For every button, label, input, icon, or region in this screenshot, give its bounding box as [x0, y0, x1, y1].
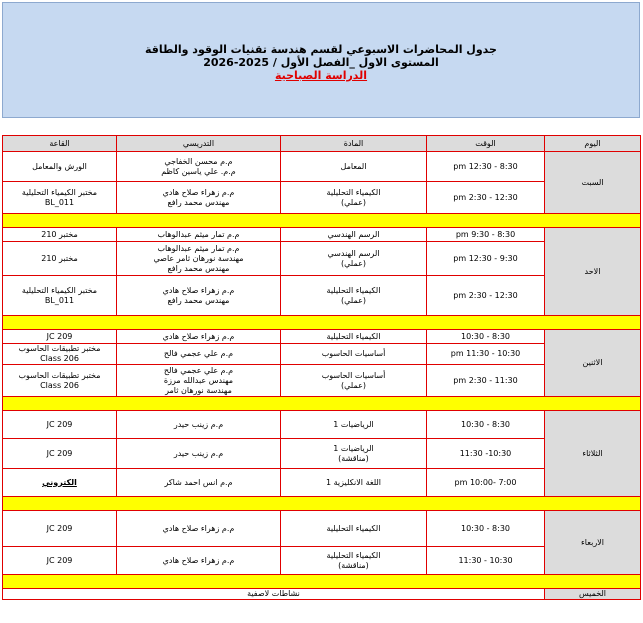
- subject-name: الكيمياء التحليلية: [326, 285, 381, 295]
- time-cell: 8:30 - 10:30: [427, 511, 545, 547]
- header-level: المستوى الاول _الفصل الأول / 2025-2026: [203, 56, 439, 69]
- subject-cell: المعامل: [281, 152, 427, 182]
- table-row: [3, 411, 641, 439]
- subject-type: (مناقشة): [338, 453, 369, 463]
- room-name: مختبر تطبيقات الحاسوب: [18, 370, 101, 380]
- teacher-cell: م.م زهراء صلاح هادي: [117, 547, 281, 575]
- room-name: مختبر الكيمياء التحليلية: [21, 187, 98, 197]
- subject-cell: الكيمياء التحليلية: [281, 511, 427, 547]
- subject-cell: [281, 182, 427, 214]
- subject-name: الكيمياء التحليلية: [326, 187, 381, 197]
- room-cell: مختبر 210: [3, 228, 117, 242]
- separator-row: [3, 214, 641, 228]
- time-cell: 8:30 - 10:30: [427, 411, 545, 439]
- subject-cell: [281, 439, 427, 469]
- teacher-cell: [117, 365, 281, 397]
- room-name: مختبر الكيمياء التحليلية: [21, 285, 98, 295]
- separator: [3, 397, 641, 411]
- time-cell: 11:30 - 2:30 pm: [427, 365, 545, 397]
- room-cell: [3, 276, 117, 316]
- col-room: القاعة: [3, 136, 117, 152]
- schedule-table: [2, 135, 641, 600]
- room-code: Class 206: [40, 380, 79, 390]
- room-cell: JC 209: [3, 411, 117, 439]
- subject-cell: الرياضيات 1: [281, 411, 427, 439]
- teacher-cell: م.م انس احمد شاكر: [117, 469, 281, 497]
- header-row: [3, 136, 641, 152]
- separator-row: [3, 316, 641, 330]
- room-cell: JC 209: [3, 547, 117, 575]
- room-cell: الكتروني: [3, 469, 117, 497]
- teacher-name: مهندس محمد رافع: [167, 197, 230, 207]
- separator: [3, 575, 641, 589]
- subject-cell: الرسم الهندسي: [281, 228, 427, 242]
- subject-name: الرسم الهندسي: [327, 248, 380, 258]
- room-cell: [3, 182, 117, 214]
- day-wednesday: الاربعاء: [545, 511, 641, 575]
- teacher-cell: [117, 152, 281, 182]
- day-saturday: السبت: [545, 152, 641, 214]
- separator-row: [3, 497, 641, 511]
- time-cell: 12:30 - 2:30 pm: [427, 276, 545, 316]
- subject-cell: [281, 365, 427, 397]
- room-code: BL_011: [44, 197, 75, 207]
- room-name: مختبر تطبيقات الحاسوب: [18, 344, 101, 353]
- teacher-name: م.م تمار ميثم عبدالوهاب: [157, 243, 240, 253]
- room-cell: JC 209: [3, 511, 117, 547]
- teacher-cell: م.م علي عجمي فالح: [117, 344, 281, 365]
- subject-type: (عملي): [341, 295, 366, 305]
- table-row: [3, 330, 641, 344]
- teacher-name: م.م محسن الخفاجي: [164, 156, 233, 166]
- teacher-name: مهندسة نورهان ثامر عاصي: [153, 253, 244, 263]
- time-cell: 7:00 -10:00 pm: [427, 469, 545, 497]
- subject-type: (عملي): [341, 197, 366, 207]
- subject-cell: الكيمياء التحليلية: [281, 330, 427, 344]
- time-cell: 12:30 - 2:30 pm: [427, 182, 545, 214]
- subject-type: (عملي): [341, 258, 366, 268]
- teacher-name: مهندس محمد رافع: [167, 295, 230, 305]
- header-study-type: الدراسة الصباحية: [274, 69, 368, 82]
- activity-cell: نشاطات لاصفية: [3, 589, 545, 600]
- subject-name: الرياضيات 1: [333, 443, 374, 453]
- time-cell: 10:30 - 11:30 pm: [427, 344, 545, 365]
- time-cell: 9:30 - 12:30 pm: [427, 242, 545, 276]
- separator-row: [3, 397, 641, 411]
- time-cell: 10:30 - 11:30: [427, 547, 545, 575]
- teacher-name: م.م زهراء صلاح هادي: [162, 187, 235, 197]
- day-thursday: الخميس: [545, 589, 641, 600]
- separator: [3, 497, 641, 511]
- col-day: اليوم: [545, 136, 641, 152]
- table-row: [3, 152, 641, 182]
- col-subject: المادة: [281, 136, 427, 152]
- subject-cell: أساسيات الحاسوب: [281, 344, 427, 365]
- header-title: جدول المحاضرات الاسبوعي لقسم هندسة تقنيات الوقود والطاقة: [145, 43, 497, 56]
- teacher-name: م.م زهراء صلاح هادي: [162, 285, 235, 295]
- subject-cell: [281, 547, 427, 575]
- teacher-cell: م.م زينب حيدر: [117, 439, 281, 469]
- room-code: Class 206: [40, 354, 79, 363]
- table-row: [3, 511, 641, 547]
- teacher-cell: [117, 182, 281, 214]
- teacher-cell: م.م تمار ميثم عبدالوهاب: [117, 228, 281, 242]
- schedule-header: [2, 2, 640, 118]
- teacher-name: م.م علي عجمي فالح: [163, 365, 234, 375]
- subject-name: الكيمياء التحليلية: [326, 550, 381, 560]
- separator: [3, 214, 641, 228]
- teacher-name: مهندسة نورهان ثامر: [165, 385, 232, 395]
- subject-cell: [281, 242, 427, 276]
- teacher-cell: [117, 242, 281, 276]
- col-teacher: التدريسي: [117, 136, 281, 152]
- teacher-cell: م.م زهراء صلاح هادي: [117, 511, 281, 547]
- room-cell: [3, 365, 117, 397]
- subject-cell: [281, 276, 427, 316]
- day-tuesday: الثلاثاء: [545, 411, 641, 497]
- room-code: BL_011: [44, 295, 75, 305]
- subject-type: (عملي): [341, 380, 366, 390]
- teacher-cell: م.م زينب حيدر: [117, 411, 281, 439]
- subject-cell: اللغة الانكليزية 1: [281, 469, 427, 497]
- teacher-cell: م.م زهراء صلاح هادي: [117, 330, 281, 344]
- teacher-name: م.م. علي ياسين كاظم: [161, 166, 236, 176]
- teacher-cell: [117, 276, 281, 316]
- separator-row: [3, 575, 641, 589]
- teacher-name: مهندس عبدالله مرزة: [163, 375, 234, 385]
- time-cell: 8:30 - 10:30: [427, 330, 545, 344]
- room-cell: الورش والمعامل: [3, 152, 117, 182]
- separator: [3, 316, 641, 330]
- time-cell: 8:30 - 9:30 pm: [427, 228, 545, 242]
- room-cell: JC 209: [3, 439, 117, 469]
- time-cell: 8:30 - 12:30 pm: [427, 152, 545, 182]
- subject-name: أساسيات الحاسوب: [321, 370, 386, 380]
- room-cell: [3, 344, 117, 365]
- room-cell: JC 209: [3, 330, 117, 344]
- time-cell: 10:30- 11:30: [427, 439, 545, 469]
- teacher-name: مهندس محمد رافع: [167, 263, 230, 273]
- table-row: [3, 228, 641, 242]
- day-sunday: الاحد: [545, 228, 641, 316]
- day-monday: الاثنين: [545, 330, 641, 397]
- table-row: [3, 589, 641, 600]
- col-time: الوقت: [427, 136, 545, 152]
- room-cell: مختبر 210: [3, 242, 117, 276]
- subject-type: (مناقشة): [338, 560, 369, 570]
